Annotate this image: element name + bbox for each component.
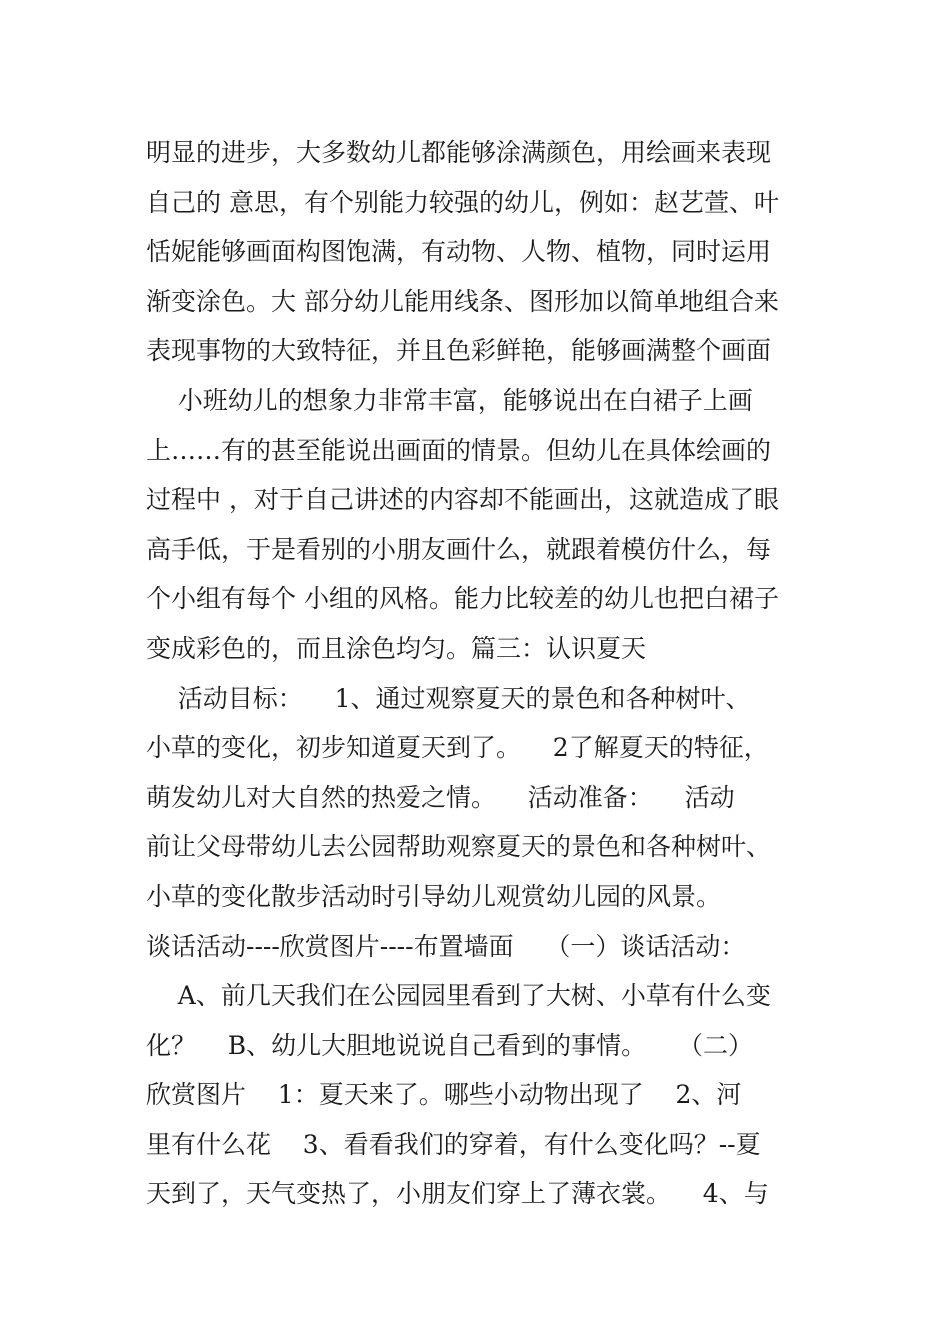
- text-line: A、前几天我们在公园园里看到了大树、小草有什么变: [146, 981, 771, 1011]
- text-line: 个小组有每个 小组的风格。能力比较差的幼儿也把白裙子: [146, 584, 779, 614]
- text-line: 化？ B、幼儿大胆地说说自己看到的事情。 （二）: [146, 1030, 753, 1060]
- text-line: 小草的变化，初步知道夏天到了。 2了解夏天的特征，: [146, 733, 769, 763]
- text-line: 渐变涂色。大 部分幼儿能用线条、图形加以简单地组合来: [146, 286, 779, 316]
- text-line: 欣赏图片 1：夏天来了。哪些小动物出现了 2、河: [146, 1080, 742, 1110]
- text-line: 萌发幼儿对大自然的热爱之情。 活动准备： 活动: [146, 782, 735, 812]
- text-line: 恬妮能够画面构图饱满，有动物、人物、植物，同时运用: [146, 237, 772, 267]
- body-text: [146, 128, 846, 1219]
- text-line: 天到了，天气变热了，小朋友们穿上了薄衣裳。 4、与: [146, 1179, 769, 1209]
- text-line: 谈话活动----欣赏图片----布置墙面 （一）谈话活动：: [146, 931, 746, 961]
- text-line: 里有什么花 3、看看我们的穿着，有什么变化吗？--夏: [146, 1129, 761, 1159]
- text-line: 活动目标： 1、通过观察夏天的景色和各种树叶、: [146, 683, 751, 713]
- text-line: 小草的变化散步活动时引导幼儿观赏幼儿园的风景。: [146, 881, 722, 911]
- text-line: 前让父母带幼儿去公园帮助观察夏天的景色和各种树叶、: [146, 832, 772, 862]
- text-line: 表现事物的大致特征，并且色彩鲜艳，能够画满整个画面: [146, 336, 772, 366]
- text-line: 明显的进步，大多数幼儿都能够涂满颜色，用绘画来表现: [146, 138, 772, 167]
- text-line: 高手低，于是看别的小朋友画什么，就跟着模仿什么，每: [146, 534, 772, 564]
- text-line: 过程中 ，对于自己讲述的内容却不能画出，这就造成了眼: [146, 485, 779, 515]
- text-line: 自己的 意思，有个别能力较强的幼儿，例如：赵艺萱、叶: [146, 187, 779, 217]
- text-line: 小班幼儿的想象力非常丰富，能够说出在白裙子上画: [146, 385, 753, 415]
- text-line: 上……有的甚至能说出画面的情景。但幼儿在具体绘画的: [146, 435, 772, 465]
- text-line: 变成彩色的，而且涂色均匀。篇三：认识夏天: [146, 633, 647, 663]
